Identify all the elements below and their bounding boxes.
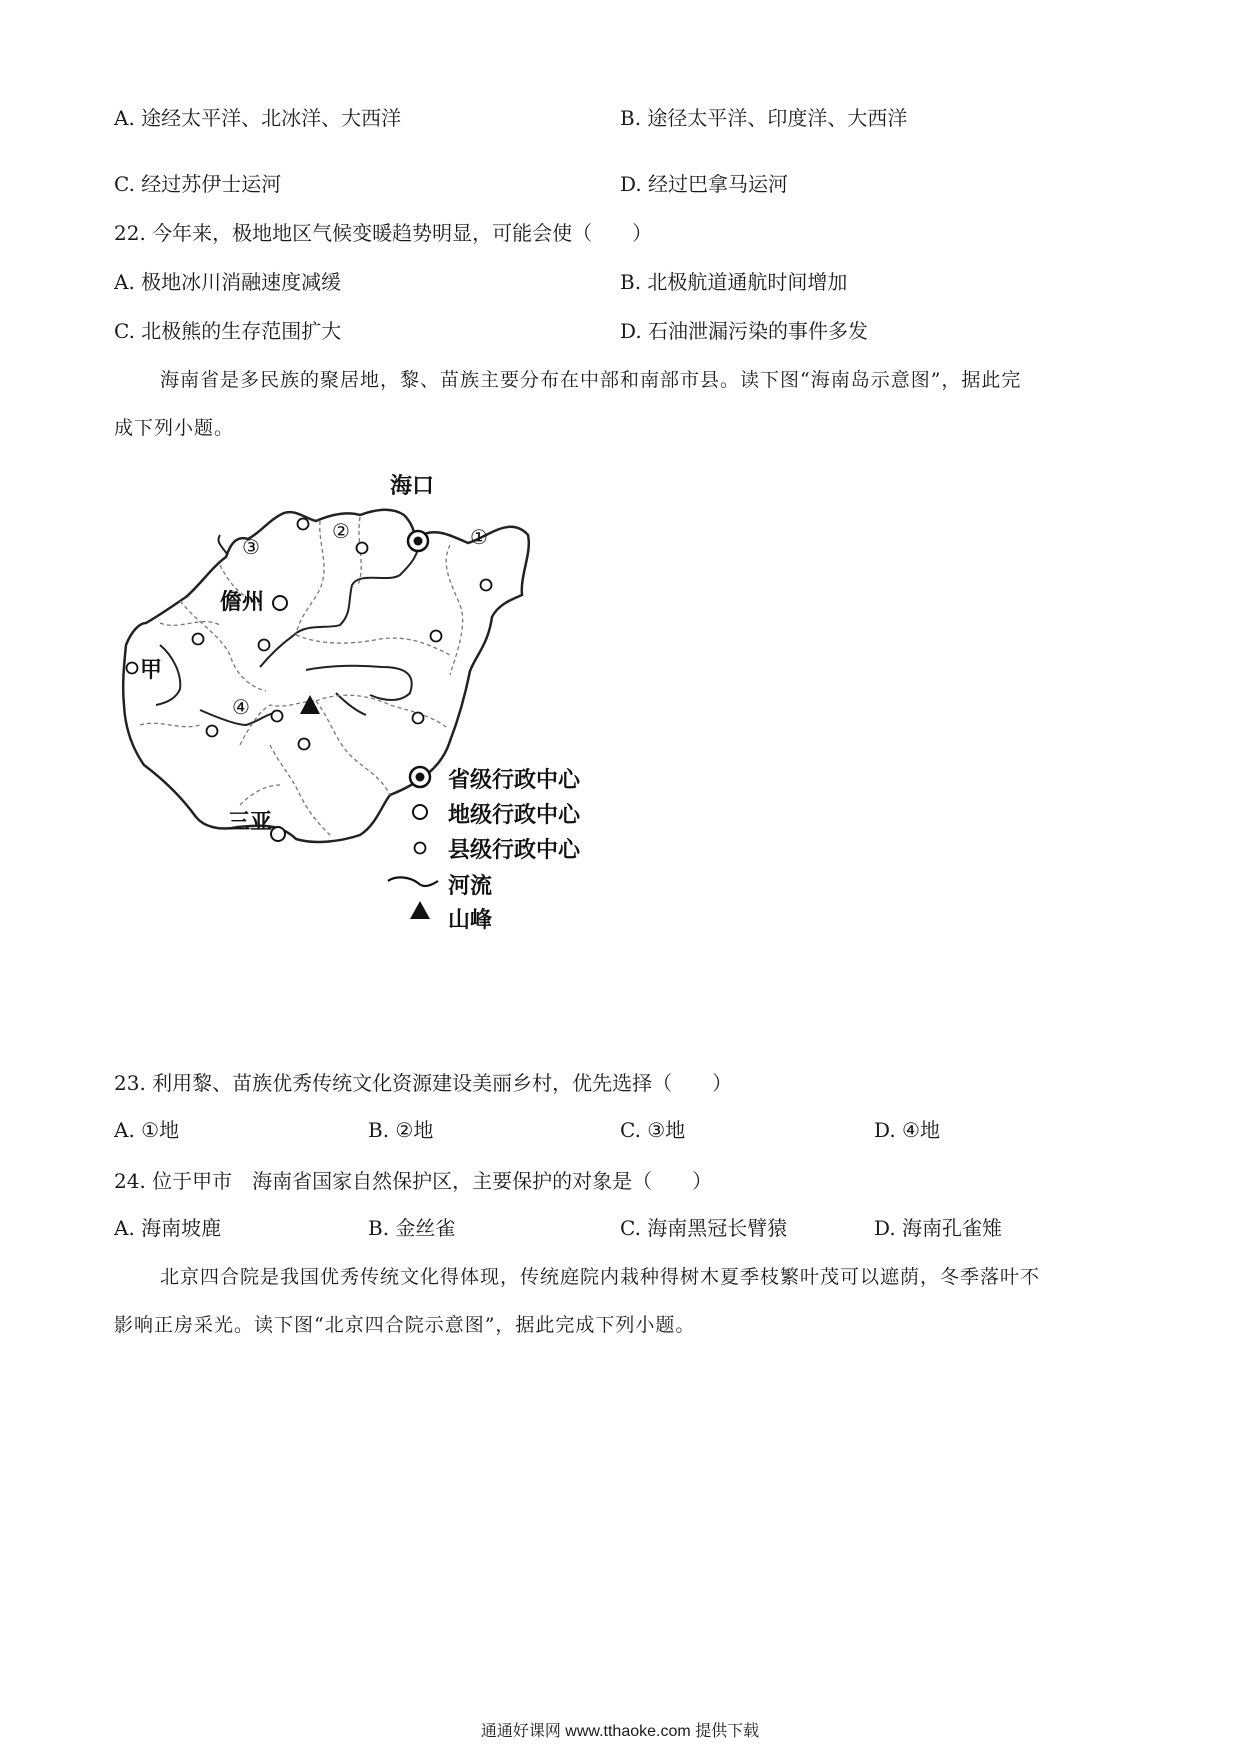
legend-label-provincial: 省级行政中心 <box>448 768 581 793</box>
map-label-jia: 甲 <box>140 658 163 683</box>
q23-option-d: D. ④地 <box>874 1118 940 1142</box>
prefecture-center-icon <box>413 805 427 819</box>
q24-option-b: B. 金丝雀 <box>368 1216 456 1240</box>
legend-label-county: 县级行政中心 <box>448 838 581 863</box>
map-label-site-4: ④ <box>232 695 250 719</box>
map-label-site-3: ③ <box>242 535 260 559</box>
hainan-map <box>120 474 680 1035</box>
haikou-provincial-center-dot <box>414 537 423 546</box>
mountain-peak-icon <box>410 901 430 919</box>
q22-option-d: D. 石油泄漏污染的事件多发 <box>620 319 869 343</box>
map-label-sanya: 三亚 <box>228 810 273 835</box>
q24-stem: 24. 位于甲市 海南省国家自然保护区，主要保护的对象是（ ） <box>114 1169 713 1193</box>
passage1-line2: 成下列小题。 <box>114 417 235 439</box>
map-label-site-2: ② <box>332 519 350 543</box>
sanya-prefecture-center <box>271 827 285 841</box>
legend-label-river: 河流 <box>448 874 493 899</box>
passage1-line1: 海南省是多民族的聚居地，黎、苗族主要分布在中部和南部市县。读下图“海南岛示意图”，据此完 <box>160 369 1022 391</box>
q23-option-b: B. ②地 <box>368 1118 434 1142</box>
q21-option-c: C. 经过苏伊士运河 <box>114 172 282 196</box>
danzhou-prefecture-center <box>273 596 287 610</box>
north-bay <box>218 535 228 555</box>
passage2-line2: 影响正房采光。读下图“北京四合院示意图”，据此完成下列小题。 <box>114 1314 696 1336</box>
q22-option-c: C. 北极熊的生存范围扩大 <box>114 319 342 343</box>
map-label-haikou: 海口 <box>390 474 435 499</box>
river-icon <box>388 877 438 886</box>
county-center-icon <box>415 843 426 854</box>
q24-option-d: D. 海南孔雀雉 <box>874 1216 1003 1240</box>
footer-download-note: 通通好课网 www.tthaoke.com 提供下载 <box>480 1723 760 1740</box>
legend-label-peak: 山峰 <box>448 908 493 933</box>
legend-label-prefecture: 地级行政中心 <box>448 803 581 828</box>
q23-option-c: C. ③地 <box>620 1118 686 1142</box>
passage2-line1: 北京四合院是我国优秀传统文化得体现，传统庭院内栽种得树木夏季枝繁叶茂可以遮荫，冬季落叶不 <box>160 1266 1041 1288</box>
q24-option-a: A. 海南坡鹿 <box>114 1216 222 1240</box>
q22-stem: 22. 今年来，极地地区气候变暖趋势明显，可能会使（ ） <box>114 221 653 245</box>
hainan-map-graphic <box>120 505 680 1035</box>
q22-option-a: A. 极地冰川消融速度减缓 <box>114 270 342 294</box>
map-label-site-1: ① <box>470 525 488 549</box>
q23-option-a: A. ①地 <box>114 1118 180 1142</box>
q21-option-a: A. 途经太平洋、北冰洋、大西洋 <box>114 106 402 130</box>
q23-stem: 23. 利用黎、苗族优秀传统文化资源建设美丽乡村，优先选择（ ） <box>114 1071 733 1095</box>
q24-option-c: C. 海南黑冠长臂猿 <box>620 1216 788 1240</box>
q21-option-b: B. 途径太平洋、印度洋、大西洋 <box>620 106 908 130</box>
q22-option-b: B. 北极航道通航时间增加 <box>620 270 848 294</box>
q21-option-d: D. 经过巴拿马运河 <box>620 172 789 196</box>
map-label-danzhou: 儋州 <box>220 590 265 615</box>
